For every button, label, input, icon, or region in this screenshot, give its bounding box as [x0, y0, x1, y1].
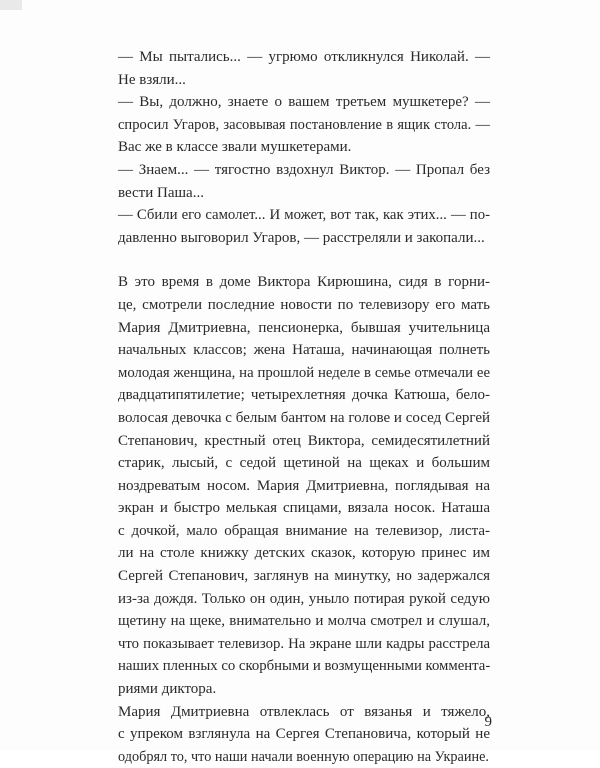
- text-line: щетину на щеке, внимательно и молча смотрел и слушал,: [118, 613, 490, 630]
- dialogue-paragraph: [118, 204, 490, 249]
- dialogue-paragraph: [118, 159, 490, 204]
- scan-corner-mark: [0, 0, 22, 10]
- text-line: Сергей Степанович, заглянув на минутку, но задержался: [118, 568, 490, 585]
- text-line: волосая девочка с белым бантом на голове и сосед Сергей: [118, 409, 490, 426]
- section-break: [118, 249, 490, 271]
- page-number: 9: [484, 714, 492, 730]
- text-line: экран и быстро мелькая спицами, вязала носок. Наташа: [118, 500, 490, 517]
- text-line: с дочкой, мало обращая внимание на телевизор, листа-: [118, 522, 490, 539]
- text-line: спросил Угаров, засовывая постановление в ящик стола. —: [118, 116, 490, 133]
- text-line: — Знаем... — тягостно вздохнул Виктор. — Пропал без: [118, 161, 490, 178]
- text-line: Мария Дмитриевна отвлеклась от вязанья и тяжело,: [118, 703, 490, 720]
- text-line: с упреком взглянула на Сергея Степановича, который не: [118, 726, 490, 743]
- text-line: наших пленных со скорбными и возмущенными коммента-: [118, 658, 491, 675]
- text-line: что показывает телевизор. На экране шли кадры расстрела: [118, 635, 490, 652]
- text-line: В это время в доме Виктора Кирюшина, сидя в горни-: [118, 274, 490, 291]
- text-line: старик, лысый, с седой щетиной на щеках и большим: [118, 455, 490, 472]
- narrative-paragraph: [118, 701, 490, 768]
- page-text: [118, 46, 490, 768]
- text-line: — Вы, должно, знаете о вашем третьем мушкетере? —: [118, 94, 490, 111]
- text-line: вести Паша...: [118, 184, 204, 201]
- text-line: ли на столе книжку детских сказок, которую принес им: [118, 545, 490, 562]
- text-line: начальных классов; жена Наташа, начинающая полнеть: [118, 342, 490, 359]
- dialogue-paragraph: [118, 46, 490, 91]
- text-line: ноздреватым носом. Мария Дмитриевна, поглядывая на: [118, 477, 490, 494]
- text-line: давленно выговорил Угаров, — расстреляли и закопали...: [118, 229, 485, 246]
- text-line: — Мы пытались... — угрюмо откликнулся Николай. —: [118, 49, 490, 65]
- text-line: Степанович, крестный отец Виктора, семидесятилетний: [118, 432, 490, 449]
- text-line: Не взяли...: [118, 71, 186, 88]
- narrative-paragraph: [118, 271, 490, 700]
- text-line: Мария Дмитриевна, пенсионерка, бывшая учительница: [118, 319, 490, 336]
- text-line: молодая женщина, на прошлой неделе в семье отмечали ее: [118, 364, 490, 381]
- text-line: це, смотрели последние новости по телевизору его мать: [118, 296, 490, 313]
- text-line: риями диктора.: [118, 681, 217, 698]
- dialogue-paragraph: [118, 91, 490, 159]
- text-line: двадцатипятилетие; четырехлетняя дочка Катюша, бело-: [118, 387, 490, 404]
- text-line: из-за дождя. Только он один, уныло потирая рукой седую: [118, 590, 490, 607]
- text-line: Вас же в классе звали мушкетерами.: [118, 139, 352, 156]
- text-line: — Сбили его самолет... И может, вот так, как этих... — по-: [118, 207, 490, 224]
- text-line: одобрял то, что наши начали военную операцию на Украине.: [118, 748, 489, 765]
